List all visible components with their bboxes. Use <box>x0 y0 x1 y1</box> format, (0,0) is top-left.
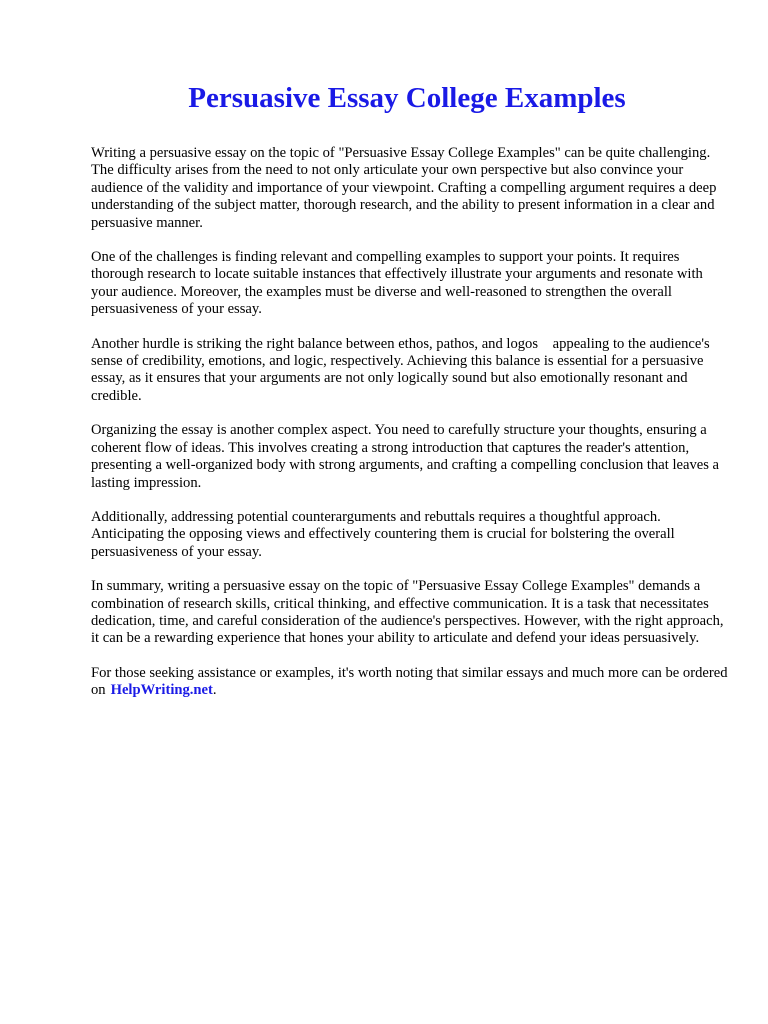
paragraph-examples: One of the challenges is finding relevant and compelling examples to support your points. It requires thorough research to locate suitable instances that effectively illustrate your arguments and resonate with your audience. Moreover, the examples must be diverse and well-reasoned to strengthen the overall persuasiveness of your essay. <box>91 249 703 318</box>
paragraph-summary: In summary, writing a persuasive essay on the topic of "Persuasive Essay College Examples" demands a combination of research skills, critical thinking, and effective communication. It is a task that necessitates dedication, time, and careful consideration of the audience's perspectives. However, with the right approach, it can be a rewarding experience that hones your ability to articulate and defend your ideas persuasively. <box>91 578 724 647</box>
paragraph-closing <box>91 665 731 700</box>
closing-period: . <box>212 682 217 699</box>
helpwriting-link[interactable]: HelpWriting.net <box>110 682 213 699</box>
paragraph-intro: Writing a persuasive essay on the topic of "Persuasive Essay College Examples" can be quite challenging. The difficulty arises from the need to not only articulate your own perspective but also convince your audience of the validity and importance of your viewpoint. Crafting a compelling argument requires a deep understanding of the subject matter, thorough research, and the ability to present information in a clear and persuasive manner. <box>91 145 717 231</box>
paragraph-ethos-pathos-logos: Another hurdle is striking the right balance between ethos, pathos, and logos appealing to the audience's sense of credibility, emotions, and logic, respectively. Achieving this balance is essential for a persuasive essay, as it ensures that your arguments are not only logically sound but also emotionally resonant and credible. <box>91 335 714 404</box>
document-body <box>91 145 731 717</box>
paragraph-counterarguments: Additionally, addressing potential counterarguments and rebuttals requires a thoughtful approach. Anticipating the opposing views and effectively countering them is crucial for bolstering the overall persuasiveness of your essay. <box>91 508 675 560</box>
closing-text: For those seeking assistance or examples, it's worth noting that similar essays and much more can be ordered on <box>91 664 728 699</box>
paragraph-organizing: Organizing the essay is another complex aspect. You need to carefully structure your thoughts, ensuring a coherent flow of ideas. This involves creating a strong introduction that captures the reader's attention, presenting a well-organized body with strong arguments, and crafting a compelling conclusion that leaves a lasting impression. <box>91 422 720 491</box>
document-title: Persuasive Essay College Examples <box>188 82 626 114</box>
